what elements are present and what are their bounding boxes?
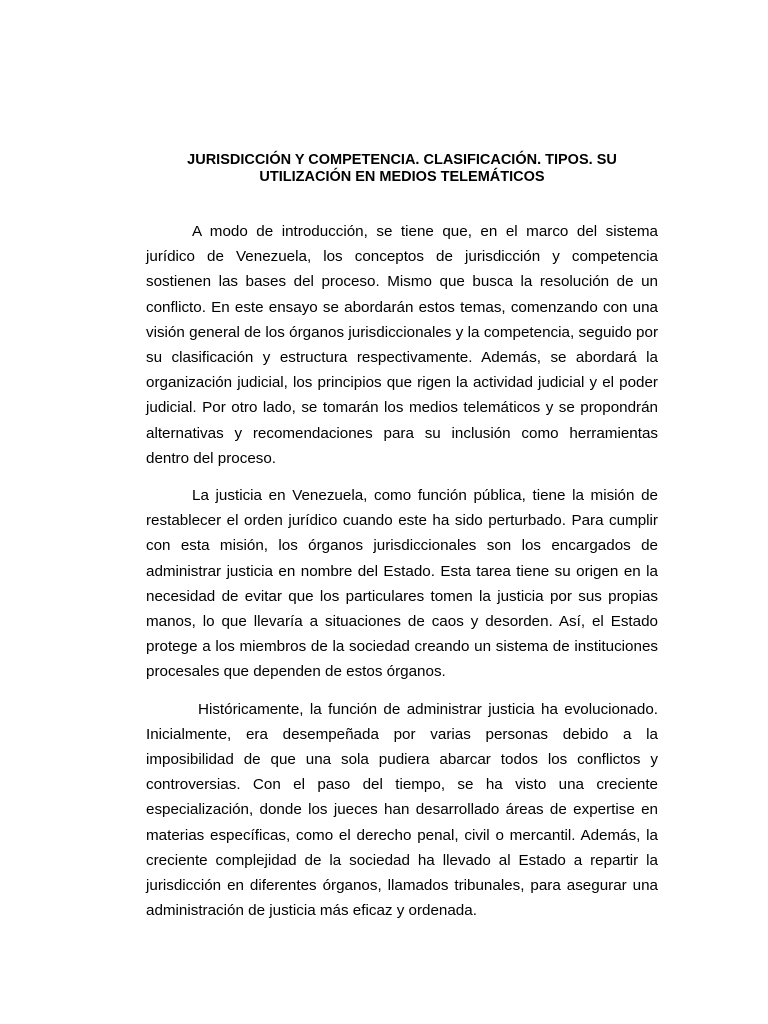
paragraph-justicia: La justicia en Venezuela, como función pública, tiene la misión de restablecer el orden jurídico cuando este ha sido perturbado. Para cumplir con esta misión, los órganos jurisdiccionales son los encargados de administrar justicia en nombre del Estado. Esta tarea tiene su origen en la necesidad de evitar que los particulares tomen la justicia por sus propias manos, lo que llevaría a situaciones de caos y desorden. Así, el Estado protege a los miembros de la sociedad creando un sistema de instituciones procesales que dependen de estos órganos. — [146, 487, 658, 681]
document-body — [146, 219, 658, 935]
paragraph-historicamente: Históricamente, la función de administrar justicia ha evolucionado. Inicialmente, era desempeñada por varias personas debido a la imposibilidad de que una sola pudiera abarcar todos los conflictos y controversias. Con el paso del tiempo, se ha visto una creciente especialización, donde los jueces han desarrollado áreas de expertise en materias específicas, como el derecho penal, civil o mercantil. Además, la creciente complejidad de la sociedad ha llevado al Estado a repartir la jurisdicción en diferentes órganos, llamados tribunales, para asegurar una administración de justicia más eficaz y ordenada. — [146, 700, 658, 920]
page-title — [146, 152, 658, 186]
title-line-1: JURISDICCIÓN Y COMPETENCIA. CLASIFICACIÓN. TIPOS. SU — [187, 152, 617, 168]
title-line-2: UTILIZACIÓN EN MEDIOS TELEMÁTICOS — [259, 169, 545, 185]
paragraph-introduction: A modo de introducción, se tiene que, en el marco del sistema jurídico de Venezuela, los conceptos de jurisdicción y competencia sostienen las bases del proceso. Mismo que busca la resolución de un conflicto. En este ensayo se abordarán estos temas, comenzando con una visión general de los órganos jurisdiccionales y la competencia, seguido por su clasificación y estructura respectivamente. Además, se abordará la organización judicial, los principios que rigen la actividad judicial y el poder judicial. Por otro lado, se tomarán los medios telemáticos y se propondrán alternativas y recomendaciones para su inclusión como herramientas dentro del proceso. — [146, 223, 658, 467]
